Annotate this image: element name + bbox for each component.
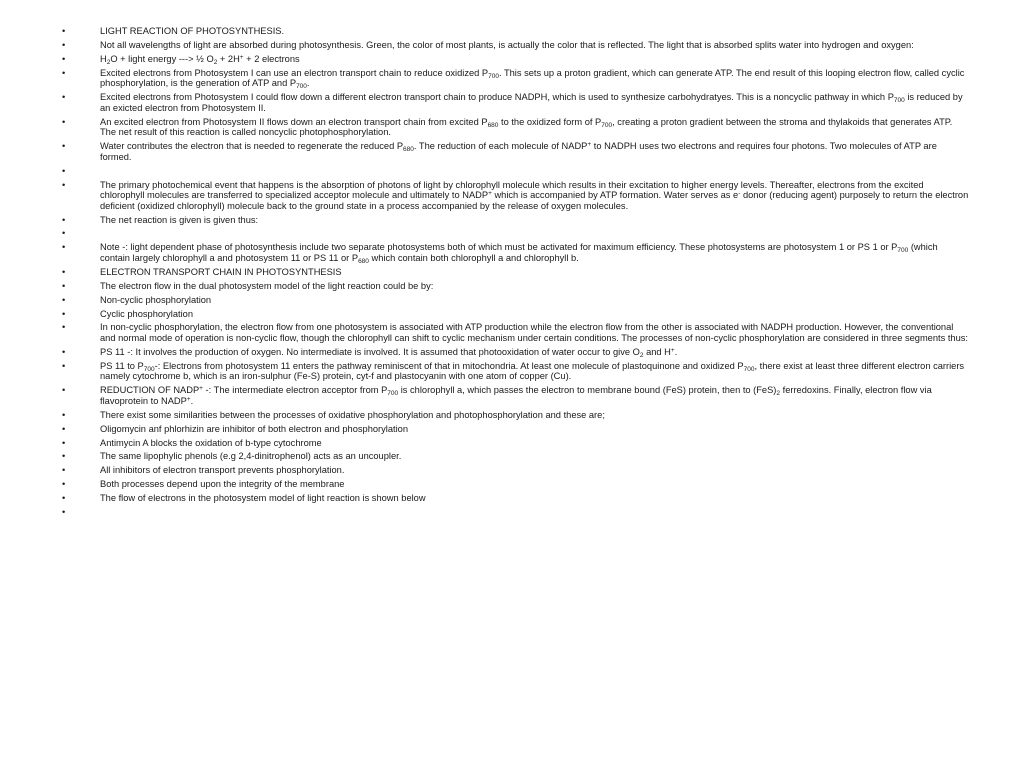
bullet-icon: • bbox=[62, 165, 66, 176]
list-item bbox=[60, 410, 970, 421]
item-text: O + light energy ---> ½ O bbox=[110, 53, 214, 64]
bullet-icon: • bbox=[62, 437, 66, 448]
bullet-icon: • bbox=[62, 141, 66, 152]
bullet-icon: • bbox=[62, 423, 66, 434]
item-text: Both processes depend upon the integrity of the membrane bbox=[100, 479, 345, 490]
item-text: The electron flow in the dual photosystem model of the light reaction could be by: bbox=[100, 280, 434, 291]
list-item bbox=[60, 479, 970, 490]
list-item bbox=[60, 309, 970, 320]
bullet-icon: • bbox=[62, 67, 66, 78]
list-item bbox=[60, 493, 970, 504]
bullet-icon: • bbox=[62, 385, 66, 396]
bullet-icon: • bbox=[62, 39, 66, 50]
list-item bbox=[60, 281, 970, 292]
item-text: -: Electrons from photosystem 11 enters the pathway reminiscent of that in mitochondria. At least one molecule of plastoquinone and oxidized P bbox=[154, 360, 744, 371]
item-text: donor (reducing agent) purposely to return the electron deficient (oxidized chlorophyll) molecule back to the ground state in a process accompanied by the release of oxygen molecules. bbox=[100, 190, 969, 211]
item-text: ferredoxins. Finally, electron flow via flavoprotein to NADP bbox=[100, 385, 932, 406]
bullet-icon: • bbox=[62, 179, 66, 190]
list-item bbox=[60, 92, 970, 113]
item-text: Cyclic phosphorylation bbox=[100, 308, 194, 319]
bullet-icon: • bbox=[62, 53, 66, 64]
item-text: The primary photochemical event that happens is the absorption of photons of light by chlorophyll molecule which results in their excitation to higher energy levels. Thereafter, electrons from the excited chlorophyll molecules are transferred to specialized acceptor molecule and ultimately to NADP bbox=[100, 179, 924, 201]
list-item bbox=[60, 166, 970, 177]
item-text: to the oxidized form of P bbox=[498, 116, 602, 127]
bullet-list bbox=[60, 26, 970, 521]
item-text: LIGHT REACTION OF PHOTOSYNTHESIS. bbox=[100, 26, 285, 36]
subscript-text: 2 bbox=[213, 58, 218, 66]
item-text: is chlorophyll a, which passes the electron to membrane bound (FeS) protein, then to (FeS) bbox=[398, 385, 777, 396]
bullet-icon: • bbox=[62, 506, 66, 517]
item-text: to NADPH uses two electrons and requires four photons. Two molecules of ATP are formed. bbox=[100, 141, 937, 162]
item-text: , creating a proton gradient between the stroma and thylakoids that generates ATP. The net result of this reaction is called noncyclic photophosphorylation. bbox=[100, 116, 953, 138]
list-item bbox=[60, 267, 970, 278]
superscript-text: - bbox=[738, 190, 741, 198]
item-text: . bbox=[190, 395, 194, 406]
item-text: The flow of electrons in the photosystem model of light reaction is shown below bbox=[100, 493, 426, 504]
item-text: In non-cyclic phosphorylation, the electron flow from one photosystem is associated with ATP production while the electron flow from the other is associated with NADPH production. However, the conventional and normal mode of operation is non-cyclic flow, though the chlorophyll can shift to cyclic mechanism under certain conditions. The processes of non-cyclic phosphorylation are considered in three segments thus: bbox=[100, 322, 968, 343]
subscript-text: 700 bbox=[601, 121, 613, 129]
list-item bbox=[60, 68, 970, 89]
item-text: H bbox=[100, 53, 107, 64]
list-item bbox=[60, 141, 970, 162]
list-item bbox=[60, 117, 970, 138]
list-item bbox=[60, 242, 970, 263]
bullet-icon: • bbox=[62, 409, 66, 420]
item-text: and H bbox=[643, 346, 671, 357]
list-item bbox=[60, 295, 970, 306]
list-item bbox=[60, 228, 970, 239]
list-item bbox=[60, 507, 970, 518]
item-text: . bbox=[306, 78, 310, 89]
bullet-icon: • bbox=[62, 214, 66, 225]
list-item bbox=[60, 40, 970, 51]
subscript-text: 700 bbox=[897, 247, 909, 255]
bullet-icon: • bbox=[62, 116, 66, 127]
item-text: Oligomycin anf phlorhizin are inhibitor of both electron and phosphorylation bbox=[100, 423, 409, 434]
list-item bbox=[60, 438, 970, 449]
item-text: -: The intermediate electron acceptor from P bbox=[202, 385, 388, 396]
bullet-icon: • bbox=[62, 308, 66, 319]
item-text: . This sets up a proton gradient, which can generate ATP. The end result of this looping electron flow, called cyclic phosphorylation, is the generation of ATP and P bbox=[100, 67, 965, 89]
superscript-text: + bbox=[186, 395, 191, 403]
subscript-text: 2 bbox=[776, 390, 781, 398]
item-text: The net reaction is given is given thus: bbox=[100, 214, 259, 225]
item-text: Note -: light dependent phase of photosynthesis include two separate photosystems both of which must be activated for maximum efficiency. These photosystems are photosystem 1 or PS 1 or P bbox=[100, 242, 898, 253]
item-text: . The reduction of each molecule of NADP bbox=[413, 141, 588, 152]
bullet-icon: • bbox=[62, 322, 66, 333]
item-text: ELECTRON TRANSPORT CHAIN IN PHOTOSYNTHESIS bbox=[100, 266, 342, 277]
superscript-text: + bbox=[488, 190, 492, 198]
bullet-icon: • bbox=[62, 451, 66, 462]
subscript-text: 680 bbox=[487, 121, 499, 129]
item-text: (which contain largely chlorophyll a and photosystem 11 or PS 11 or P bbox=[100, 242, 938, 263]
bullet-icon: • bbox=[62, 479, 66, 490]
item-text: All inhibitors of electron transport prevents phosphorylation. bbox=[100, 465, 345, 476]
subscript-text: 680 bbox=[358, 257, 369, 265]
bullet-icon: • bbox=[62, 294, 66, 305]
superscript-text: + bbox=[239, 53, 244, 61]
item-text: REDUCTION OF NADP bbox=[100, 385, 200, 396]
superscript-text: + bbox=[587, 141, 592, 149]
list-item bbox=[60, 180, 970, 212]
bullet-icon: • bbox=[62, 346, 66, 357]
subscript-text: 700 bbox=[296, 83, 307, 91]
item-text: Excited electrons from Photosystem I could flow down a different electron transport chain to produce NADPH, which is used to synthesize carbohydratyes. This is a noncyclic pathway in which P bbox=[100, 92, 894, 103]
item-text: Non-cyclic phosphorylation bbox=[100, 294, 212, 305]
item-text: Not all wavelengths of light are absorbed during photosynthesis. Green, the color of most plants, is actually the color that is reflected. The light that is absorbed splits water into hydrogen and oxygen: bbox=[100, 39, 914, 50]
subscript-text: 700 bbox=[143, 365, 155, 373]
bullet-icon: • bbox=[62, 92, 66, 103]
list-item bbox=[60, 465, 970, 476]
item-text: There exist some similarities between the processes of oxidative phosphorylation and photophosphorylation and these are; bbox=[100, 409, 605, 420]
item-text: PS 11 -: It involves the production of oxygen. No intermediate is involved. It is assumed that photooxidation of water occur to give O bbox=[100, 346, 640, 357]
subscript-text: 700 bbox=[387, 390, 399, 398]
subscript-text: 680 bbox=[403, 146, 414, 154]
item-text: is reduced by an exicted electron from Photosystem II. bbox=[100, 92, 963, 113]
item-text: Water contributes the electron that is needed to regenerate the reduced P bbox=[100, 141, 404, 152]
list-item bbox=[60, 347, 970, 358]
subscript-text: 2 bbox=[106, 58, 111, 66]
list-item bbox=[60, 215, 970, 226]
bullet-icon: • bbox=[62, 228, 66, 239]
item-text: , there exist at least three different electron carriers namely cytochrome b, which is an iron-sulphur (Fe-S) protein, cyt-f and plastocyanin with one atom of copper (Cu). bbox=[100, 360, 965, 382]
list-item bbox=[60, 424, 970, 435]
bullet-icon: • bbox=[62, 465, 66, 476]
item-text: which contain both chlorophyll a and chlorophyll b. bbox=[368, 252, 579, 263]
list-item bbox=[60, 322, 970, 343]
subscript-text: 700 bbox=[743, 365, 755, 373]
bullet-icon: • bbox=[62, 26, 66, 36]
list-item bbox=[60, 385, 970, 406]
item-text: . bbox=[674, 346, 678, 357]
bullet-icon: • bbox=[62, 242, 66, 253]
subscript-text: 700 bbox=[488, 72, 499, 80]
subscript-text: 2 bbox=[639, 351, 644, 359]
item-text: An excited electron from Photosystem II flows down an electron transport chain from excited P bbox=[100, 116, 488, 127]
item-text: Excited electrons from Photosystem I can use an electron transport chain to reduce oxidized P bbox=[100, 67, 489, 78]
item-text: PS 11 to P bbox=[100, 360, 144, 371]
superscript-text: + bbox=[670, 346, 675, 354]
list-item bbox=[60, 26, 970, 37]
item-text: The same lipophylic phenols (e.g 2,4-dinitrophenol) acts as an uncoupler. bbox=[100, 451, 402, 462]
superscript-text: + bbox=[199, 385, 203, 393]
bullet-icon: • bbox=[62, 266, 66, 277]
bullet-icon: • bbox=[62, 280, 66, 291]
subscript-text: 700 bbox=[893, 97, 905, 105]
list-item bbox=[60, 54, 970, 65]
item-text: + 2H bbox=[217, 53, 240, 64]
bullet-icon: • bbox=[62, 493, 66, 504]
item-text: Antimycin A blocks the oxidation of b-type cytochrome bbox=[100, 437, 322, 448]
list-item bbox=[60, 361, 970, 382]
list-item bbox=[60, 451, 970, 462]
item-text: which is accompanied by ATP formation. Water serves as e bbox=[491, 190, 739, 201]
item-text: + 2 electrons bbox=[243, 53, 300, 64]
bullet-icon: • bbox=[62, 360, 66, 371]
